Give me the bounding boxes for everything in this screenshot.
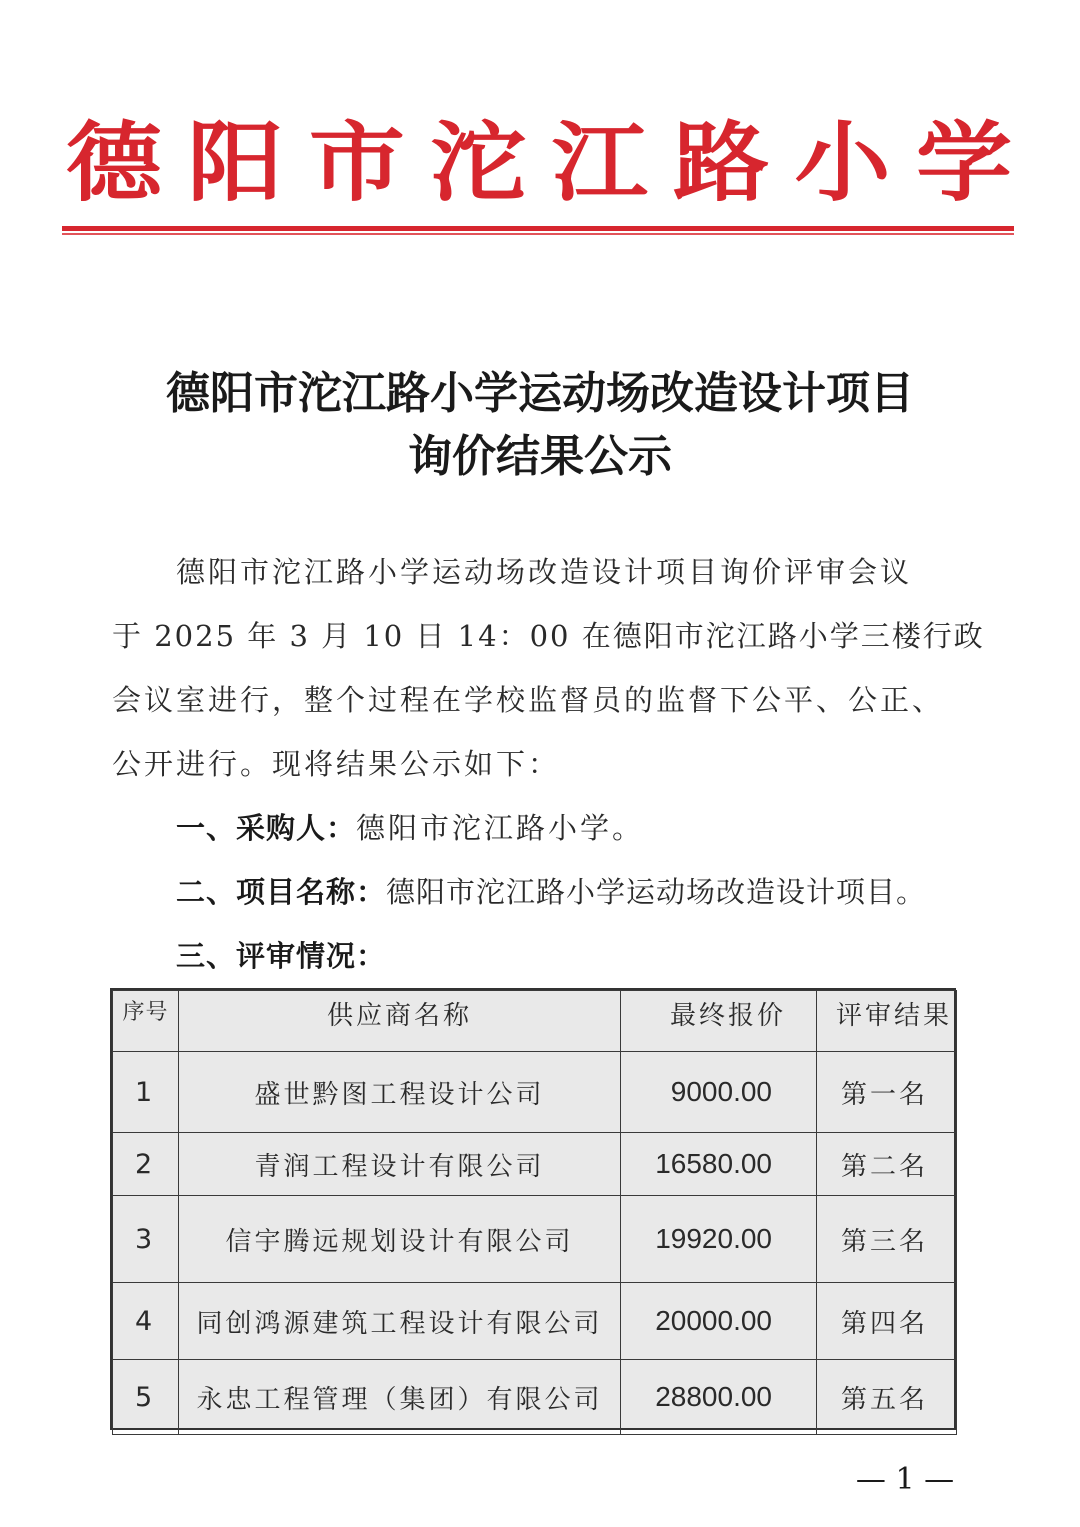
- header-result: 评审结果: [817, 991, 957, 1052]
- masthead-divider-thin: [62, 233, 1014, 235]
- header-seq: 序号: [113, 991, 179, 1052]
- project-name-value: 德阳市沱江路小学运动场改造设计项目。: [386, 875, 927, 909]
- review-section-line: [176, 934, 386, 975]
- table-row: [113, 1360, 957, 1435]
- purchaser-label: 一、采购人：: [176, 811, 357, 845]
- results-table: [112, 990, 957, 1435]
- masthead-char: 市: [308, 111, 405, 214]
- project-name-line: [176, 870, 926, 911]
- row-price: 19920.00: [621, 1196, 817, 1283]
- masthead-char: 德: [66, 111, 162, 214]
- row-result: 第一名: [817, 1052, 957, 1133]
- table-row: [113, 1283, 957, 1360]
- masthead-char: 路: [673, 111, 770, 214]
- row-seq: 2: [113, 1133, 179, 1196]
- purchaser-line: [176, 806, 644, 847]
- masthead-char: 阳: [187, 111, 284, 214]
- row-price: 16580.00: [621, 1133, 817, 1196]
- row-supplier: 信宇腾远规划设计有限公司: [179, 1196, 621, 1283]
- header-price: 最终报价: [621, 991, 817, 1052]
- row-price: 28800.00: [621, 1360, 817, 1435]
- row-supplier: 盛世黔图工程设计公司: [179, 1052, 621, 1133]
- row-result: 第四名: [817, 1283, 957, 1360]
- purchaser-value: 德阳市沱江路小学。: [356, 811, 645, 845]
- row-result: 第二名: [817, 1133, 957, 1196]
- table-row: [113, 1052, 957, 1133]
- row-price: 20000.00: [621, 1283, 817, 1360]
- row-price: 9000.00: [621, 1052, 817, 1133]
- intro-paragraph-line4: 公开进行。现将结果公示如下：: [112, 747, 561, 781]
- row-result: 第三名: [817, 1196, 957, 1283]
- doc-title-line1: 德阳市沱江路小学运动场改造设计项目: [166, 368, 914, 419]
- masthead-char: 小: [794, 111, 891, 214]
- row-seq: 4: [113, 1283, 179, 1360]
- doc-title-line2: 询价结果公示: [408, 431, 672, 482]
- table-row: [113, 1133, 957, 1196]
- page-number: — 1 —: [855, 1462, 955, 1497]
- project-name-label: 二、项目名称：: [176, 875, 387, 909]
- row-seq: 5: [113, 1360, 179, 1435]
- intro-paragraph-line3: 会议室进行，整个过程在学校监督员的监督下公平、公正、: [112, 683, 945, 717]
- masthead-divider: [62, 226, 1014, 231]
- table-row: [113, 1196, 957, 1283]
- header-supplier: 供应商名称: [179, 991, 621, 1052]
- results-table-container: [110, 988, 956, 1430]
- row-seq: 1: [113, 1052, 179, 1133]
- review-section-label: 三、评审情况：: [176, 939, 387, 973]
- row-supplier: 青润工程设计有限公司: [179, 1133, 621, 1196]
- intro-paragraph-line2: 于 2025 年 3 月 10 日 14：00 在德阳市沱江路小学三楼行政: [112, 619, 985, 653]
- masthead-char: 学: [915, 111, 1012, 214]
- row-supplier: 永忠工程管理（集团）有限公司: [179, 1360, 621, 1435]
- row-seq: 3: [113, 1196, 179, 1283]
- masthead-org-name: [64, 108, 1014, 218]
- table-header-row: [113, 991, 957, 1052]
- row-result: 第五名: [817, 1360, 957, 1435]
- masthead-char: 沱: [430, 111, 527, 214]
- row-supplier: 同创鸿源建筑工程设计有限公司: [179, 1283, 621, 1360]
- masthead-char: 江: [551, 111, 648, 214]
- intro-paragraph-line1: 德阳市沱江路小学运动场改造设计项目询价评审会议: [176, 555, 913, 589]
